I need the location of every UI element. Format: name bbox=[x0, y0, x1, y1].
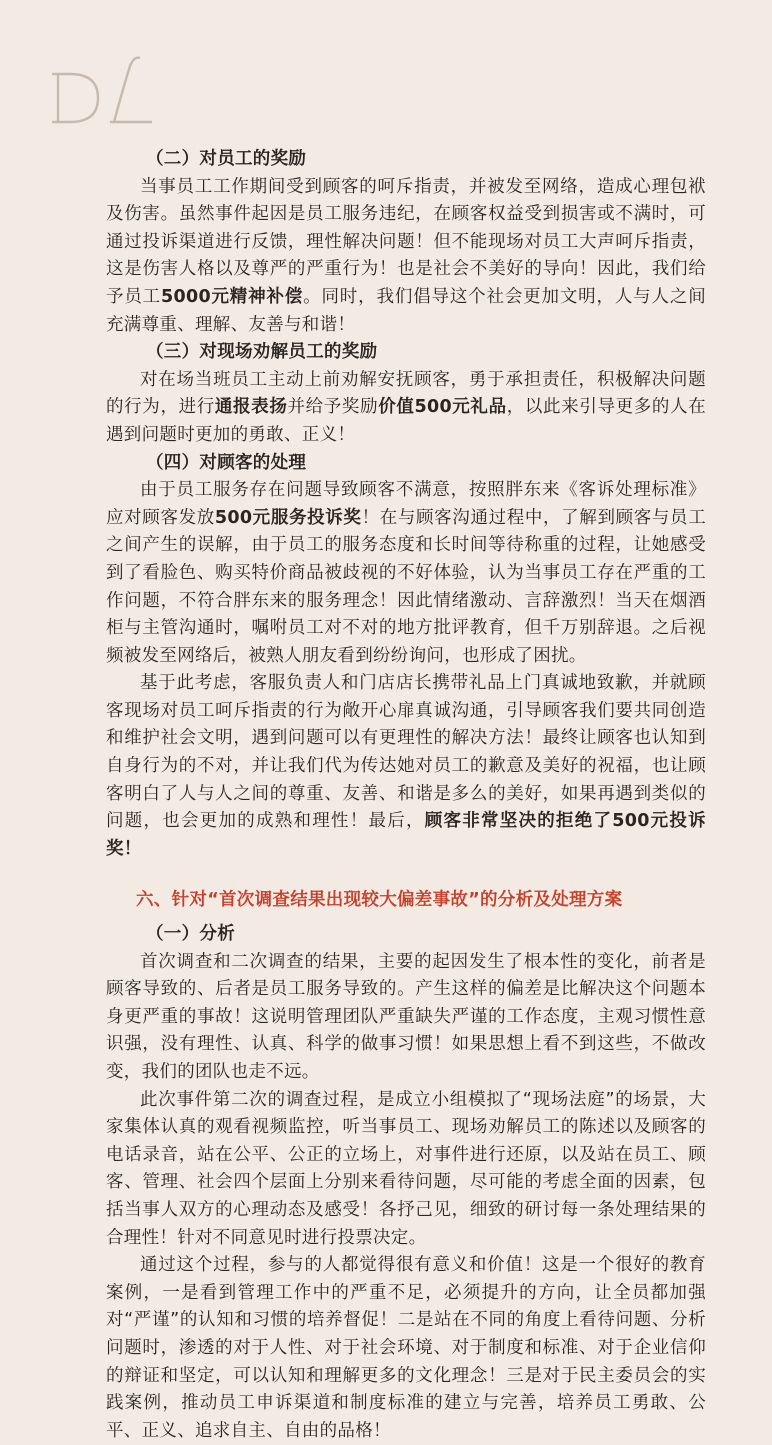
text-run: 当事员工工作期间受到顾客的呵斥指责，并被发至网络，造成心理包袱及伤害。虽然事件起因是员工服务违纪，在顾客权益受到损害或不满时，可通过投诉渠道进行反馈，理性解决问题！但不能现场对员工大声呵斥指责，这是伤害人格以及尊严的严重行为！也是社会不美好的导向！因此，我们给予员工 bbox=[106, 176, 706, 307]
bold-text-run: 价值500元礼品 bbox=[378, 397, 507, 418]
text-run: 对在场当班员工主动上前劝解安抚顾客，勇于承担责任，积极解决问题的行为，进行 bbox=[106, 369, 706, 418]
paragraph-mediator-reward bbox=[106, 367, 706, 450]
section-title-analysis: 六、针对“首次调查结果出现较大偏差事故”的分析及处理方案 bbox=[136, 890, 623, 911]
paragraph-employee-reward bbox=[106, 174, 706, 340]
heading-analysis: （一）分析 bbox=[146, 924, 235, 945]
bold-text-run: 5000元精神补偿 bbox=[161, 286, 304, 307]
document-body bbox=[106, 146, 706, 1445]
paragraph-analysis-1 bbox=[106, 949, 706, 1087]
paragraph-analysis-2 bbox=[106, 1087, 706, 1253]
heading-mediator-reward: （三）对现场劝解员工的奖励 bbox=[146, 342, 378, 363]
text-run: 由于员工服务存在问题导致顾客不满意，按照胖东来《客诉处理标准》应对顾客发放 bbox=[106, 480, 706, 528]
text-run: 。同时，我们倡导这个社会更加文明，人与人之间充满尊重、理解、友善与和谐！ bbox=[106, 286, 706, 335]
text-run: 基于此考虑，客服负责人和门店店长携带礼品上门真诚地致歉，并就顾客现场对员工呵斥指责的行为敞开心扉真诚沟通，引导顾客我们要共同创造和维护社会文明，遇到问题可以有更理性的解决方法！最终让顾客也认知到自身行为的不对，并让我们代为传达她对员工的歉意及美好的祝福，也让顾客明白了人与人之间的尊重、友善、和谐是多么的美好，如果再遇到类似的问题，也会更加的成熟和理性！最后， bbox=[106, 673, 706, 832]
paragraph-customer-handling-1 bbox=[106, 477, 706, 670]
text-run: 此次事件第二次的调查过程，是成立小组模拟了“现场法庭”的场景，大家集体认真的观看视频监控，听当事员工、现场劝解员工的陈述以及顾客的电话录音，站在公平、公正的立场上，对事件进行还原，以及站在员工、顾客、管理、社会四个层面上分别来看待问题，尽可能的考虑全面的因素，包括当事人双方的心理动态及感受！各抒己见，细致的研讨每一条处理结果的合理性！针对不同意见时进行投票决定。 bbox=[106, 1089, 706, 1248]
paragraph-customer-handling-2 bbox=[106, 670, 706, 863]
heading-employee-reward: （二）对员工的奖励 bbox=[146, 149, 307, 169]
text-run: 首次调查和二次调查的结果，主要的起因发生了根本性的变化，前者是顾客导致的、后者是员工服务导致的。产生这样的偏差是比解决这个问题本身更严重的事故！这说明管理团队严重缺失严谨的工作态度，主观习惯性意识强，没有理性、认真、科学的做事习惯！如果思想上看不到这些，不做改变，我们的团队也走不远。 bbox=[106, 951, 706, 1082]
heading-customer-handling: （四）对顾客的处理 bbox=[146, 452, 307, 473]
text-run: 通过这个过程，参与的人都觉得很有意义和价值！这是一个很好的教育案例，一是看到管理工作中的严重不足，必须提升的方向，让全员都加强对“严谨”的认知和习惯的培养督促！二是站在不同的角度上看待问题、分析问题时，渗透的对于人性、对于社会环境、对于制度和标准、对于企业信仰的辩证和坚定，可以认知和理解更多的文化理念！三是对于民主委员会的实践案例，推动员工申诉渠道和制度标准的建立与完善，培养员工勇敢、公平、正义、追求自主、自由的品格！ bbox=[106, 1255, 706, 1441]
bold-text-run: 通报表扬 bbox=[214, 397, 288, 418]
paragraph-analysis-3 bbox=[106, 1252, 706, 1445]
dl-logo bbox=[52, 52, 162, 130]
bold-text-run: 500元服务投诉奖 bbox=[214, 507, 362, 528]
text-run: 并给予奖励 bbox=[287, 397, 379, 418]
text-run: ，以此来引导更多的人在遇到问题时更加的勇敢、正义！ bbox=[106, 397, 706, 445]
bold-text-run: 顾客非常坚决的拒绝了500元投诉奖！ bbox=[106, 811, 706, 859]
text-run: ！在与顾客沟通过程中，了解到顾客与员工之间产生的误解，由于员工的服务态度和长时间等待称重的过程，让她感受到了看脸色、购买特价商品被歧视的不好体验，认为当事员工存在严重的工作问题，不符合胖东来的服务理念！因此情绪激动、言辞激烈！当天在烟酒柜与主管沟通时，嘱咐员工对不对的地方批评教育，但千万别辞退。之后视频被发至网络后，被熟人朋友看到纷纷询问，也形成了困扰。 bbox=[106, 507, 707, 666]
